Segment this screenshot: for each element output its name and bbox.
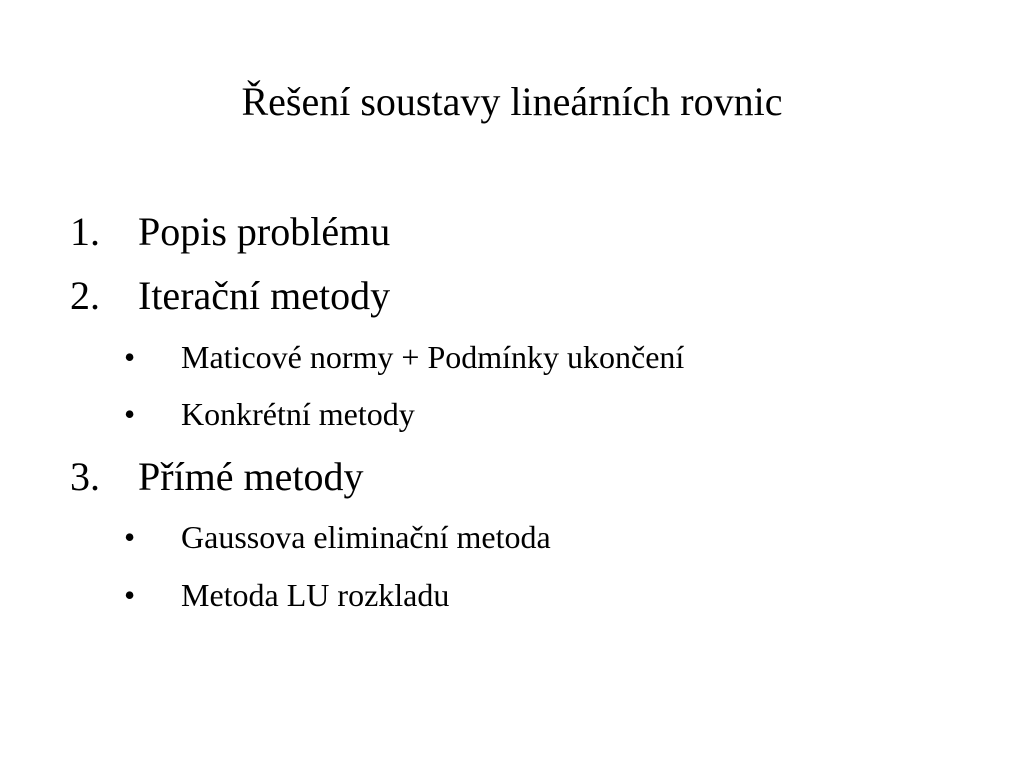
list-item-text: Přímé metody (138, 454, 364, 499)
list-number: 2. (70, 273, 100, 318)
list-item-text: Konkrétní metody (181, 396, 415, 432)
bullet-icon: • (124, 339, 136, 375)
list-item-text: Maticové normy + Podmínky ukončení (181, 339, 685, 375)
bullet-icon: • (124, 519, 136, 555)
list-item-text: Iterační metody (138, 273, 391, 318)
list-number: 1. (70, 209, 100, 254)
list-item-text: Metoda LU rozkladu (181, 577, 450, 613)
list-item-text: Popis problému (138, 209, 391, 254)
list-item-text: Gaussova eliminační metoda (181, 519, 551, 555)
list-number: 3. (70, 454, 100, 499)
slide-title: Řešení soustavy lineárních rovnic (241, 79, 783, 124)
bullet-icon: • (124, 396, 136, 432)
bullet-icon: • (124, 577, 136, 613)
